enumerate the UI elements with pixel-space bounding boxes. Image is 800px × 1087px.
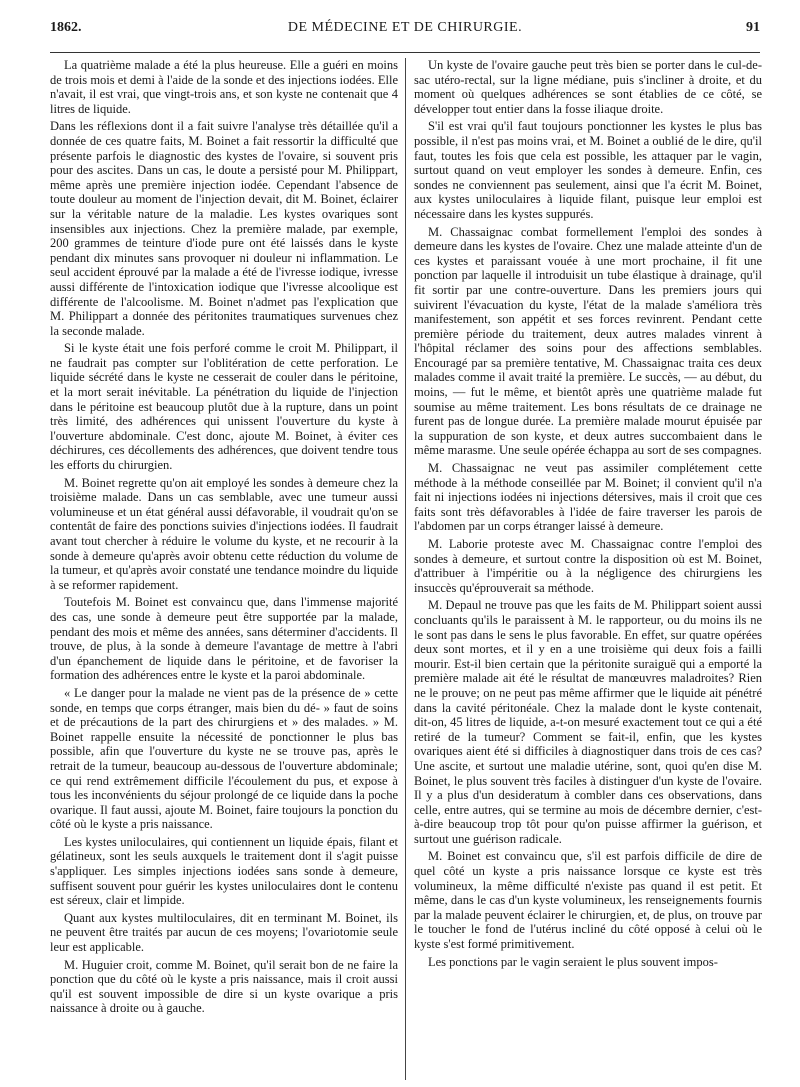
paragraph: Quant aux kystes multiloculaires, dit en terminant M. Boinet, ils ne peuvent être traités par aucun de ces moyens; l'ovariotomie seule leur est applicable. <box>50 910 398 955</box>
column-divider <box>405 58 406 1080</box>
paragraph: M. Chassaignac ne veut pas assimiler complétement cette méthode à la méthode conseillée par M. Boinet; il convient qu'il n'a fait ni injections iodées ni injections détersives, mais il croit que ces faits sont très défavorables à l'idée de faire traverser les parois de l'abdomen par un corps étranger laissé à demeure. <box>414 461 762 534</box>
right-column <box>414 58 762 1080</box>
page-number: 91 <box>746 20 760 35</box>
paragraph: Dans les réflexions dont il a fait suivre l'analyse très détaillée qu'il a donnée de ces quatre faits, M. Boinet a fait ressortir la difficulté que présente parfois le diagnostic des kystes de l'ovaire, si souvent pris pour des ascites. Dans un cas, le doute a persisté pour M. Philippart, même après une première injection iodée. Cependant l'absence de toute douleur au moment de l'injection devait, dit M. Boinet, éclairer sur la véritable nature de la maladie. Les kystes ovariques sont insensibles aux injections. Chez la première malade, par exemple, 200 grammes de teinture d'iode pure ont été laissés dans le kyste pendant dix minutes sans provoquer ni douleur ni inflammation. Le seul accident éprouvé par la malade a été de l'ivresse iodique, ivresse aussi différente de l'intoxication iodique que l'ivresse alcoolique est différente de l'alcoolisme. M. Boinet n'admet pas l'explication que M. Philippart a donnée des péritonites traumatiques survenues chez la seconde malade. <box>50 119 398 338</box>
header-title: DE MÉDECINE ET DE CHIRURGIE. <box>287 20 523 35</box>
paragraph: Un kyste de l'ovaire gauche peut très bien se porter dans le cul-de-sac utéro-rectal, sur la ligne médiane, puis s'incliner à droite, et du moment où quelques adhérences se sont établies de ce côté, se développer tout entier dans la fosse iliaque droite. <box>414 58 762 116</box>
paragraph: « Le danger pour la malade ne vient pas de la présence de » cette sonde, en temps que corps étranger, mais bien du dé- » faut de soins et de précautions de la part des chirurgiens et » des malades. » M. Boinet rappelle ensuite la nécessité de ponctionner le plus bas possible, afin que l'ouverture du kyste ne se trouve pas, après le retrait de la tumeur, beaucoup au-dessous de l'ouverture abdominale; ce qui rend extrêmement difficile l'écoulement du pus, et expose à tous les inconvénients du séjour prolongé de ce liquide dans la poche ovarique. Il faut aussi, ajoute M. Boinet, faire toujours la ponction du côté où le kyste a pris naissance. <box>50 685 398 832</box>
left-column <box>50 58 398 1080</box>
running-header <box>50 12 760 53</box>
paragraph: Les ponctions par le vagin seraient le plus souvent impos- <box>428 954 718 969</box>
paragraph: M. Boinet est convaincu que, s'il est parfois difficile de dire de quel côté un kyste a pris naissance lorsque ce kyste est très volumineux, la même difficulté n'existe pas quand il est petit. Et même, dans le cas d'un kyste volumineux, les renseignements fournis par la malade peuvent éclairer le chirurgien, et, de plus, on trouve par le toucher le fond de l'utérus incliné du côté opposé à celui où le kyste s'est formé primitivement. <box>414 849 762 952</box>
paragraph: M. Laborie proteste avec M. Chassaignac contre l'emploi des sondes à demeure, et surtout contre la disposition où est M. Boinet, d'attribuer à l'impéritie ou à la négligence des chirurgiens les insuccès qu'éprouverait sa méthode. <box>414 537 762 595</box>
paragraph: M. Chassaignac combat formellement l'emploi des sondes à demeure dans les kystes de l'ovaire. Chez une malade atteinte d'un de ces kystes et paraissant vouée à une mort prochaine, il fit une ponction par laquelle il introduisit un tube élastique à drainage, qu'il fit sortir par une contre-ouverture. Dans les premiers jours qui suivirent l'évacuation du kyste, l'état de la malade s'améliora très manifestement, son appétit et ses forces revinrent. Pendant cette première période du traitement, deux autres malades vinrent à l'hôpital réclamer des soins pour des affections semblables. Encouragé par sa première tentative, M. Chassaignac traita ces deux malades comme il avait traité la première. Le succès, — au début, du moins, — fut le même, et bientôt après une quatrième malade fut soumise au même traitement. Les bons résultats de ce drainage ne furent pas de longue durée. La première malade mourut épuisée par la suppuration de son kyste, et deux autres succombaient dans le même marasme. Une seule opérée échappa au sort de ses compagnes. <box>414 224 762 458</box>
paragraph: Si le kyste était une fois perforé comme le croit M. Philippart, il ne faudrait pas compter sur l'oblitération de cette perforation. Le liquide sécrété dans le kyste ne cesserait de couler dans le péritoine, et la mort serait inévitable. La pénétration du liquide de l'injection dans le péritoine est beaucoup plutôt due à la rupture, dans un point très limité, des adhérences qui unissent l'ouverture du kyste à l'ouverture abdominale. C'est donc, ajoute M. Boinet, à éviter ces déchirures, ces décollements des adhérences, que doivent tendre tous les efforts du chirurgien. <box>50 341 398 473</box>
paragraph: M. Boinet regrette qu'on ait employé les sondes à demeure chez la troisième malade. Dans un cas semblable, avec une tumeur aussi volumineuse et un état général aussi défavorable, il voudrait qu'on se contentât de faire des ponctions suivies d'injections iodées. Il faudrait avant tout chercher à réduire le volume du kyste, et ne recourir à la sonde à demeure qu'après avoir obtenu cette réduction du volume de la tumeur, et qu'après avoir constaté une tendance moindre du liquide à se reformer rapidement. <box>50 475 398 592</box>
paragraph: La quatrième malade a été la plus heureuse. Elle a guéri en moins de trois mois et demi à l'aide de la sonde et des injections iodées. Elle n'avait, il est vrai, que vingt-trois ans, et son kyste ne contenait que 4 litres de liquide. <box>50 58 398 116</box>
header-year: 1862. <box>50 20 82 35</box>
paragraph: M. Depaul ne trouve pas que les faits de M. Philippart soient aussi concluants qu'ils le paraissent à M. le rapporteur, ou du moins ils ne le sont pas dans le sens le plus favorable. En effet, sur quatre opérées deux sont mortes, et il y en a une troisième qui deux fois a failli mourir. Est-il bien certain que la péritonite suraiguë qui a emporté la première malade ait été le résultat de manœuvres maladroites? Rien ne le prouve; on ne peut pas même affirmer que le liquide ait pénétré dans la cavité péritonéale. Chez la malade dont le kyste contenait, dit-on, 45 litres de liquide, a-t-on mesuré exactement tout ce qui a été retiré de la tumeur? Comment se fait-il, enfin, que les kystes ovariques aient été si difficiles à diagnostiquer dans trois de ces cas? Une ascite, et surtout une maladie utérine, sont, quoi qu'en dise M. Boinet, le plus souvent très faciles à distinguer d'un kyste de l'ovaire. Il y a plus d'un desideratum à combler dans ces observations, dans celle, entre autres, qui se termine au mois de décembre dernier, c'est-à-dire beaucoup trop tôt pour qu'on puisse affirmer la guérison, et surtout une guérison radicale. <box>414 598 762 846</box>
paragraph: S'il est vrai qu'il faut toujours ponctionner les kystes le plus bas possible, il n'est pas moins vrai, et M. Boinet a oublié de le dire, qu'il faut, toutes les fois que cela est possible, les attaquer par le vagin, surtout quand on veut employer les sondes à demeure. Enfin, ces sondes ne conviennent pas seulement, ainsi que l'a écrit M. Boinet, aux kystes uniloculaires à liquide filant, puisque leur emploi est nécessaire dans les kystes suppurés. <box>414 119 762 221</box>
paragraph: Les kystes uniloculaires, qui contiennent un liquide épais, filant et gélatineux, sont les seuls auxquels le traitement dont il s'agit puisse s'appliquer. Les simples injections iodées sans sonde à demeure, suffisent souvent pour guérir les kystes uniloculaires dont le contenu est séreux, clair et limpide. <box>50 834 398 908</box>
paragraph: M. Huguier croit, comme M. Boinet, qu'il serait bon de ne faire la ponction que du côté où le kyste a pris naissance, mais il croit aussi qu'il est souvent impossible de dire si un kyste ovarique a pris naissance à droite ou à gauche. <box>50 957 398 1016</box>
paragraph: Toutefois M. Boinet est convaincu que, dans l'immense majorité des cas, une sonde à demeure peut être supportée par la malade, pendant des mois et même des années, sans déterminer d'accidents. Il trouve, de plus, à la sonde à demeure l'avantage de mettre à l'abri d'un épanchement de liquide dans le péritoine, et de favoriser la formation des adhérences entre le kyste et la paroi abdominale. <box>50 595 398 683</box>
